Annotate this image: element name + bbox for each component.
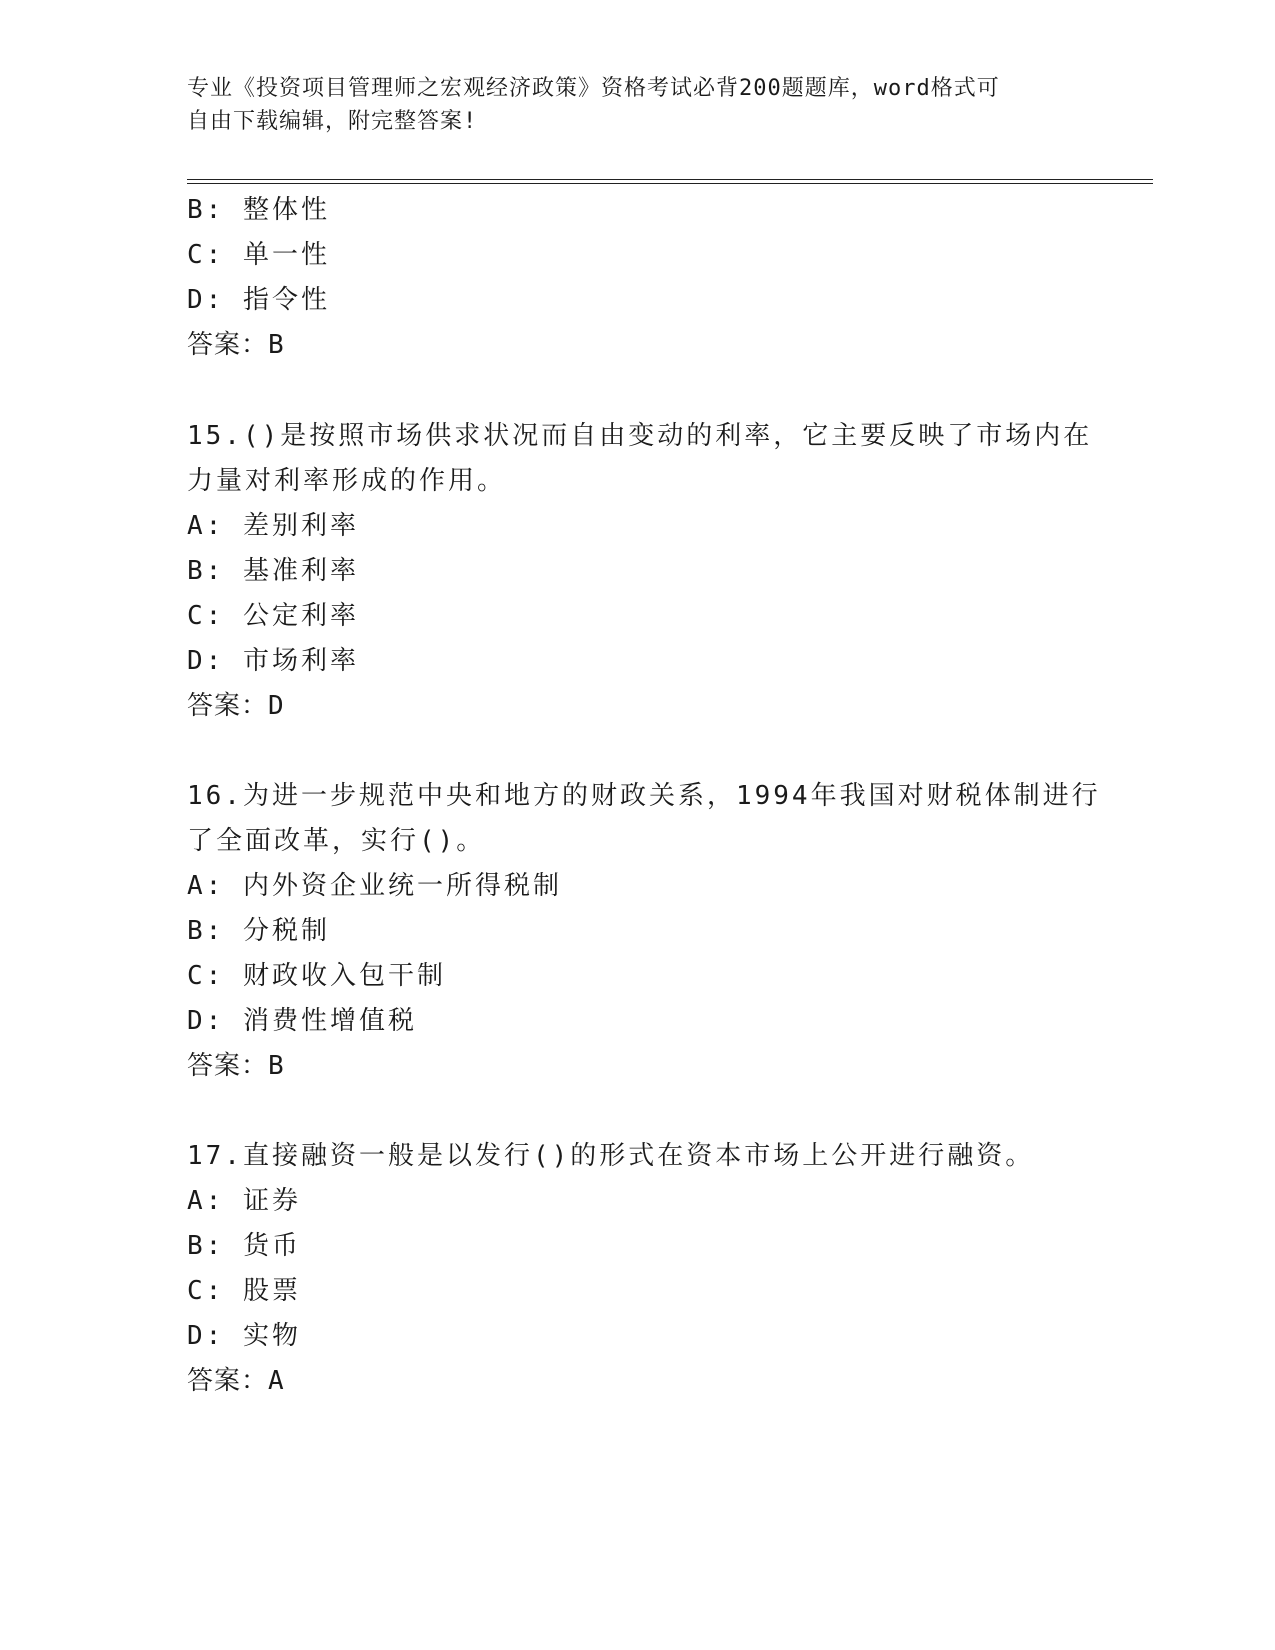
q15-option-a: A: 差别利率 <box>187 511 359 541</box>
q17-option-c: C: 股票 <box>187 1276 301 1306</box>
q16-option-d: D: 消费性增值税 <box>187 1006 417 1036</box>
q17-option-d: D: 实物 <box>187 1321 301 1351</box>
q16-stem-line-2: 了全面改革，实行()。 <box>187 826 486 856</box>
q14-option-b: B: 整体性 <box>187 195 330 225</box>
q15-stem-line-1: 15.()是按照市场供求状况而自由变动的利率，它主要反映了市场内在 <box>187 421 1093 451</box>
q15-stem-line-2: 力量对利率形成的作用。 <box>187 466 507 496</box>
q15-answer: 答案：D <box>187 691 285 721</box>
q17-answer: 答案：A <box>187 1366 285 1396</box>
q16-stem-line-1: 16.为进一步规范中央和地方的财政关系，1994年我国对财税体制进行 <box>187 781 1101 811</box>
q16-option-c: C: 财政收入包干制 <box>187 961 446 991</box>
q15-option-c: C: 公定利率 <box>187 601 359 631</box>
q14-option-c: C: 单一性 <box>187 240 330 270</box>
q15-option-b: B: 基准利率 <box>187 556 359 586</box>
q14-option-d: D: 指令性 <box>187 285 330 315</box>
q15-option-d: D: 市场利率 <box>187 646 359 676</box>
header-rule-bottom <box>187 183 1153 184</box>
q17-stem-line-1: 17.直接融资一般是以发行()的形式在资本市场上公开进行融资。 <box>187 1141 1035 1171</box>
q17-option-a: A: 证券 <box>187 1186 301 1216</box>
q16-option-b: B: 分税制 <box>187 916 330 946</box>
q14-answer: 答案：B <box>187 330 285 360</box>
header-line-1: 专业《投资项目管理师之宏观经济政策》资格考试必背200题题库，word格式可 <box>187 76 1000 101</box>
q17-option-b: B: 货币 <box>187 1231 301 1261</box>
document-header <box>187 72 1067 138</box>
header-rule-top <box>187 179 1153 180</box>
header-line-2: 自由下载编辑，附完整答案! <box>187 109 478 134</box>
q16-answer: 答案：B <box>187 1051 285 1081</box>
q16-option-a: A: 内外资企业统一所得税制 <box>187 871 562 901</box>
